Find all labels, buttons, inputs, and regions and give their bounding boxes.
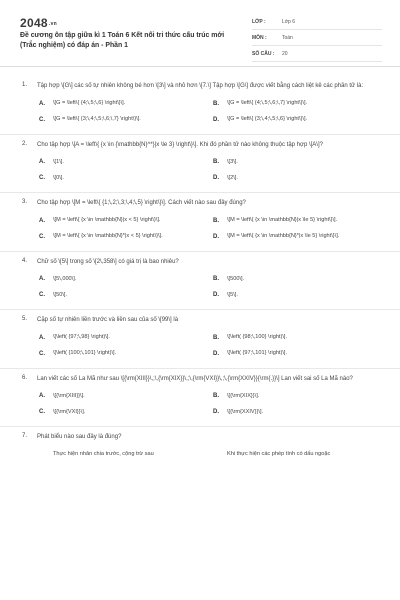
option-letter: B.: [213, 100, 219, 107]
option-text: \[\left( {98;\,100} \right)\].: [227, 334, 288, 340]
meta-label-class: LỚP :: [252, 18, 266, 25]
option-text: \[G = \left\{ {4;\,5;\,6} \right\}\].: [53, 100, 126, 106]
option-letter: A.: [39, 217, 45, 224]
answer-option-a[interactable]: [37, 332, 211, 344]
option-letter: A.: [39, 100, 45, 107]
site-logo[interactable]: [20, 16, 57, 30]
option-letter: A.: [39, 159, 45, 165]
answer-option-c[interactable]: [37, 114, 211, 126]
option-text: \[M = \left\{ {x \in \mathbb{N}*|x \le 5} \right\}\].: [227, 233, 340, 239]
option-letter: D.: [213, 175, 219, 181]
option-text: \[G = \left\{ {4;\,5;\,6;\,7} \right\}\].: [227, 100, 308, 106]
option-text: \[0\].: [53, 174, 64, 181]
answer-option-b[interactable]: [211, 98, 381, 110]
question-3: [0, 193, 400, 252]
option-letter: D.: [213, 116, 219, 123]
answer-options: [37, 267, 380, 309]
question-6: [0, 369, 400, 428]
option-letter: D.: [213, 233, 219, 240]
question-number: 1.: [22, 82, 28, 88]
option-letter: A.: [39, 276, 45, 282]
question-text: Cho tập hợp \[A = \left\{ {x \in {\mathbb{N}^*}|x \le 3} \right\}\]. Khi đó phần tử nào không thuộc tập hợp \[A\]?: [37, 141, 323, 148]
option-text: \[{\rm{XIII}}\].: [53, 392, 85, 399]
option-text: \[{\rm{XXIV}}\].: [227, 408, 264, 415]
answer-option-b[interactable]: [211, 332, 381, 344]
option-text: \[M = \left\{ {x \in \mathbb{N}|x \le 5} \right\}\].: [227, 217, 338, 223]
option-letter: B.: [213, 276, 219, 282]
option-text: \[M = \left\{ {x \in \mathbb{N}*|x < 5} \right\}\].: [53, 233, 163, 239]
question-text: Lan viết các số La Mã như sau \[{\rm{XIII}}\,;\,{\rm{XIX}}\,;\,{\rm{VXI}}\,;\,{\rm{XXIV}}{\rm{.}}\] Lan viết sai số La Mã nào?: [37, 375, 353, 382]
option-letter: C.: [39, 409, 45, 415]
answer-options: [37, 326, 380, 368]
answer-option-a[interactable]: [37, 156, 211, 168]
option-text: \[5\,000\].: [53, 275, 77, 282]
page-header: [0, 0, 400, 67]
option-text: \[500\].: [227, 275, 245, 282]
option-letter: B.: [213, 159, 219, 165]
answer-options: [37, 384, 380, 426]
answer-option-b[interactable]: [211, 449, 381, 461]
option-text: \[{\rm{XIX}}\].: [227, 392, 260, 399]
option-letter: C.: [39, 175, 45, 181]
answer-option-a[interactable]: [37, 449, 211, 461]
answer-option-d[interactable]: [211, 231, 381, 243]
meta-value-class: Lớp 6: [282, 18, 296, 25]
option-letter: A.: [39, 334, 45, 341]
option-letter: C.: [39, 350, 45, 357]
answer-option-c[interactable]: [37, 348, 211, 360]
logo-suffix: .vn: [48, 20, 58, 27]
option-letter: D.: [213, 350, 219, 357]
answer-option-d[interactable]: [211, 114, 381, 126]
question-7: [0, 427, 400, 469]
meta-label-subject: MÔN :: [252, 34, 267, 41]
question-5: [0, 310, 400, 369]
question-text: Phát biểu nào sau đây là đúng?: [37, 434, 122, 440]
option-letter: A.: [39, 393, 45, 399]
option-text: \[M = \left\{ {x \in \mathbb{N}|x < 5} \right\}\].: [53, 217, 161, 223]
question-1: [0, 76, 400, 135]
question-text: Chữ số \[5\] trong số \[2\,358\] có giá trị là bao nhiêu?: [37, 258, 179, 265]
answer-option-b[interactable]: [211, 273, 381, 285]
option-letter: B.: [213, 217, 219, 224]
question-number: 2.: [22, 140, 28, 147]
option-letter: D.: [213, 292, 219, 298]
meta-row-class: [252, 14, 382, 30]
meta-row-count: [252, 46, 382, 62]
option-text: \[\left( {97;\,98} \right)\].: [53, 334, 110, 340]
option-text: \[5\].: [227, 291, 238, 298]
option-letter: D.: [213, 409, 219, 415]
answer-option-c[interactable]: [37, 231, 211, 243]
option-text: \[\left( {100;\,101} \right)\].: [53, 350, 117, 356]
answer-option-a[interactable]: [37, 390, 211, 402]
answer-option-a[interactable]: [37, 98, 211, 110]
answer-option-b[interactable]: [211, 156, 381, 168]
question-number: 6.: [22, 374, 28, 381]
option-text: \[50\].: [53, 291, 67, 298]
answer-option-a[interactable]: [37, 215, 211, 227]
option-text: \[G = \left\{ {3;\,4;\,5;\,6;\,7} \right\}\].: [53, 116, 141, 122]
option-text: \[\left( {97;\,101} \right)\].: [227, 350, 288, 356]
meta-value-subject: Toán: [282, 34, 293, 41]
option-letter: B.: [213, 334, 219, 341]
option-letter: C.: [39, 116, 45, 123]
page-title: Đề cương ôn tập giữa kì 1 Toán 6 Kết nối tri thức cấu trúc mới (Trắc nghiệm) có đáp án - Phần 1: [20, 32, 225, 49]
option-letter: C.: [39, 292, 45, 298]
meta-label-count: SỐ CÂU :: [252, 50, 275, 57]
option-text: Thực hiện nhân chia trước, cộng trừ sau: [53, 451, 154, 457]
answer-options: [37, 443, 380, 469]
exam-meta: [252, 14, 382, 62]
question-2: [0, 135, 400, 194]
answer-options: [37, 92, 380, 134]
answer-option-d[interactable]: [211, 406, 381, 418]
logo-text: 2048: [20, 16, 48, 30]
answer-option-d[interactable]: [211, 289, 381, 301]
option-text: \[1\].: [53, 158, 64, 165]
question-number: 7.: [22, 433, 28, 439]
answer-option-d[interactable]: [211, 348, 381, 360]
question-text: Cho tập hợp \[M = \left\{ {1;\,2;\,3;\,4;\,5} \right\}\]. Cách viết nào sau đây đúng?: [37, 200, 246, 206]
option-text: \[G = \left\{ {3;\,4;\,5;\,6} \right\}\].: [227, 116, 308, 122]
answer-option-a[interactable]: [37, 273, 211, 285]
question-list: [0, 76, 400, 469]
option-letter: B.: [213, 393, 219, 399]
question-text: Cặp số tự nhiên liền trước và liền sau của số \[99\] là: [37, 317, 179, 323]
option-letter: C.: [39, 233, 45, 240]
question-number: 4.: [22, 257, 28, 264]
option-text: \[3\].: [227, 158, 238, 165]
option-text: \[2\].: [227, 174, 238, 181]
answer-option-b[interactable]: [211, 215, 381, 227]
answer-option-d[interactable]: [211, 172, 381, 184]
answer-option-b[interactable]: [211, 390, 381, 402]
question-4: [0, 252, 400, 311]
answer-option-c[interactable]: [37, 172, 211, 184]
answer-options: [37, 150, 380, 192]
question-number: 3.: [22, 199, 28, 205]
meta-row-subject: [252, 30, 382, 46]
option-text: \[{\rm{VXI}}\].: [53, 408, 86, 415]
question-number: 5.: [22, 316, 28, 322]
question-text: Tập hợp \[G\] các số tự nhiên không bé hơn \[3\] và nhỏ hơn \[7.\] Tập hợp \[G\] được viết bằng cách liệt kê các phần tử là:: [37, 83, 364, 89]
answer-option-c[interactable]: [37, 406, 211, 418]
option-text: Khi thực hiện các phép tính có dấu ngoặc: [227, 451, 331, 457]
answer-option-c[interactable]: [37, 289, 211, 301]
meta-value-count: 20: [282, 50, 288, 57]
answer-options: [37, 209, 380, 251]
